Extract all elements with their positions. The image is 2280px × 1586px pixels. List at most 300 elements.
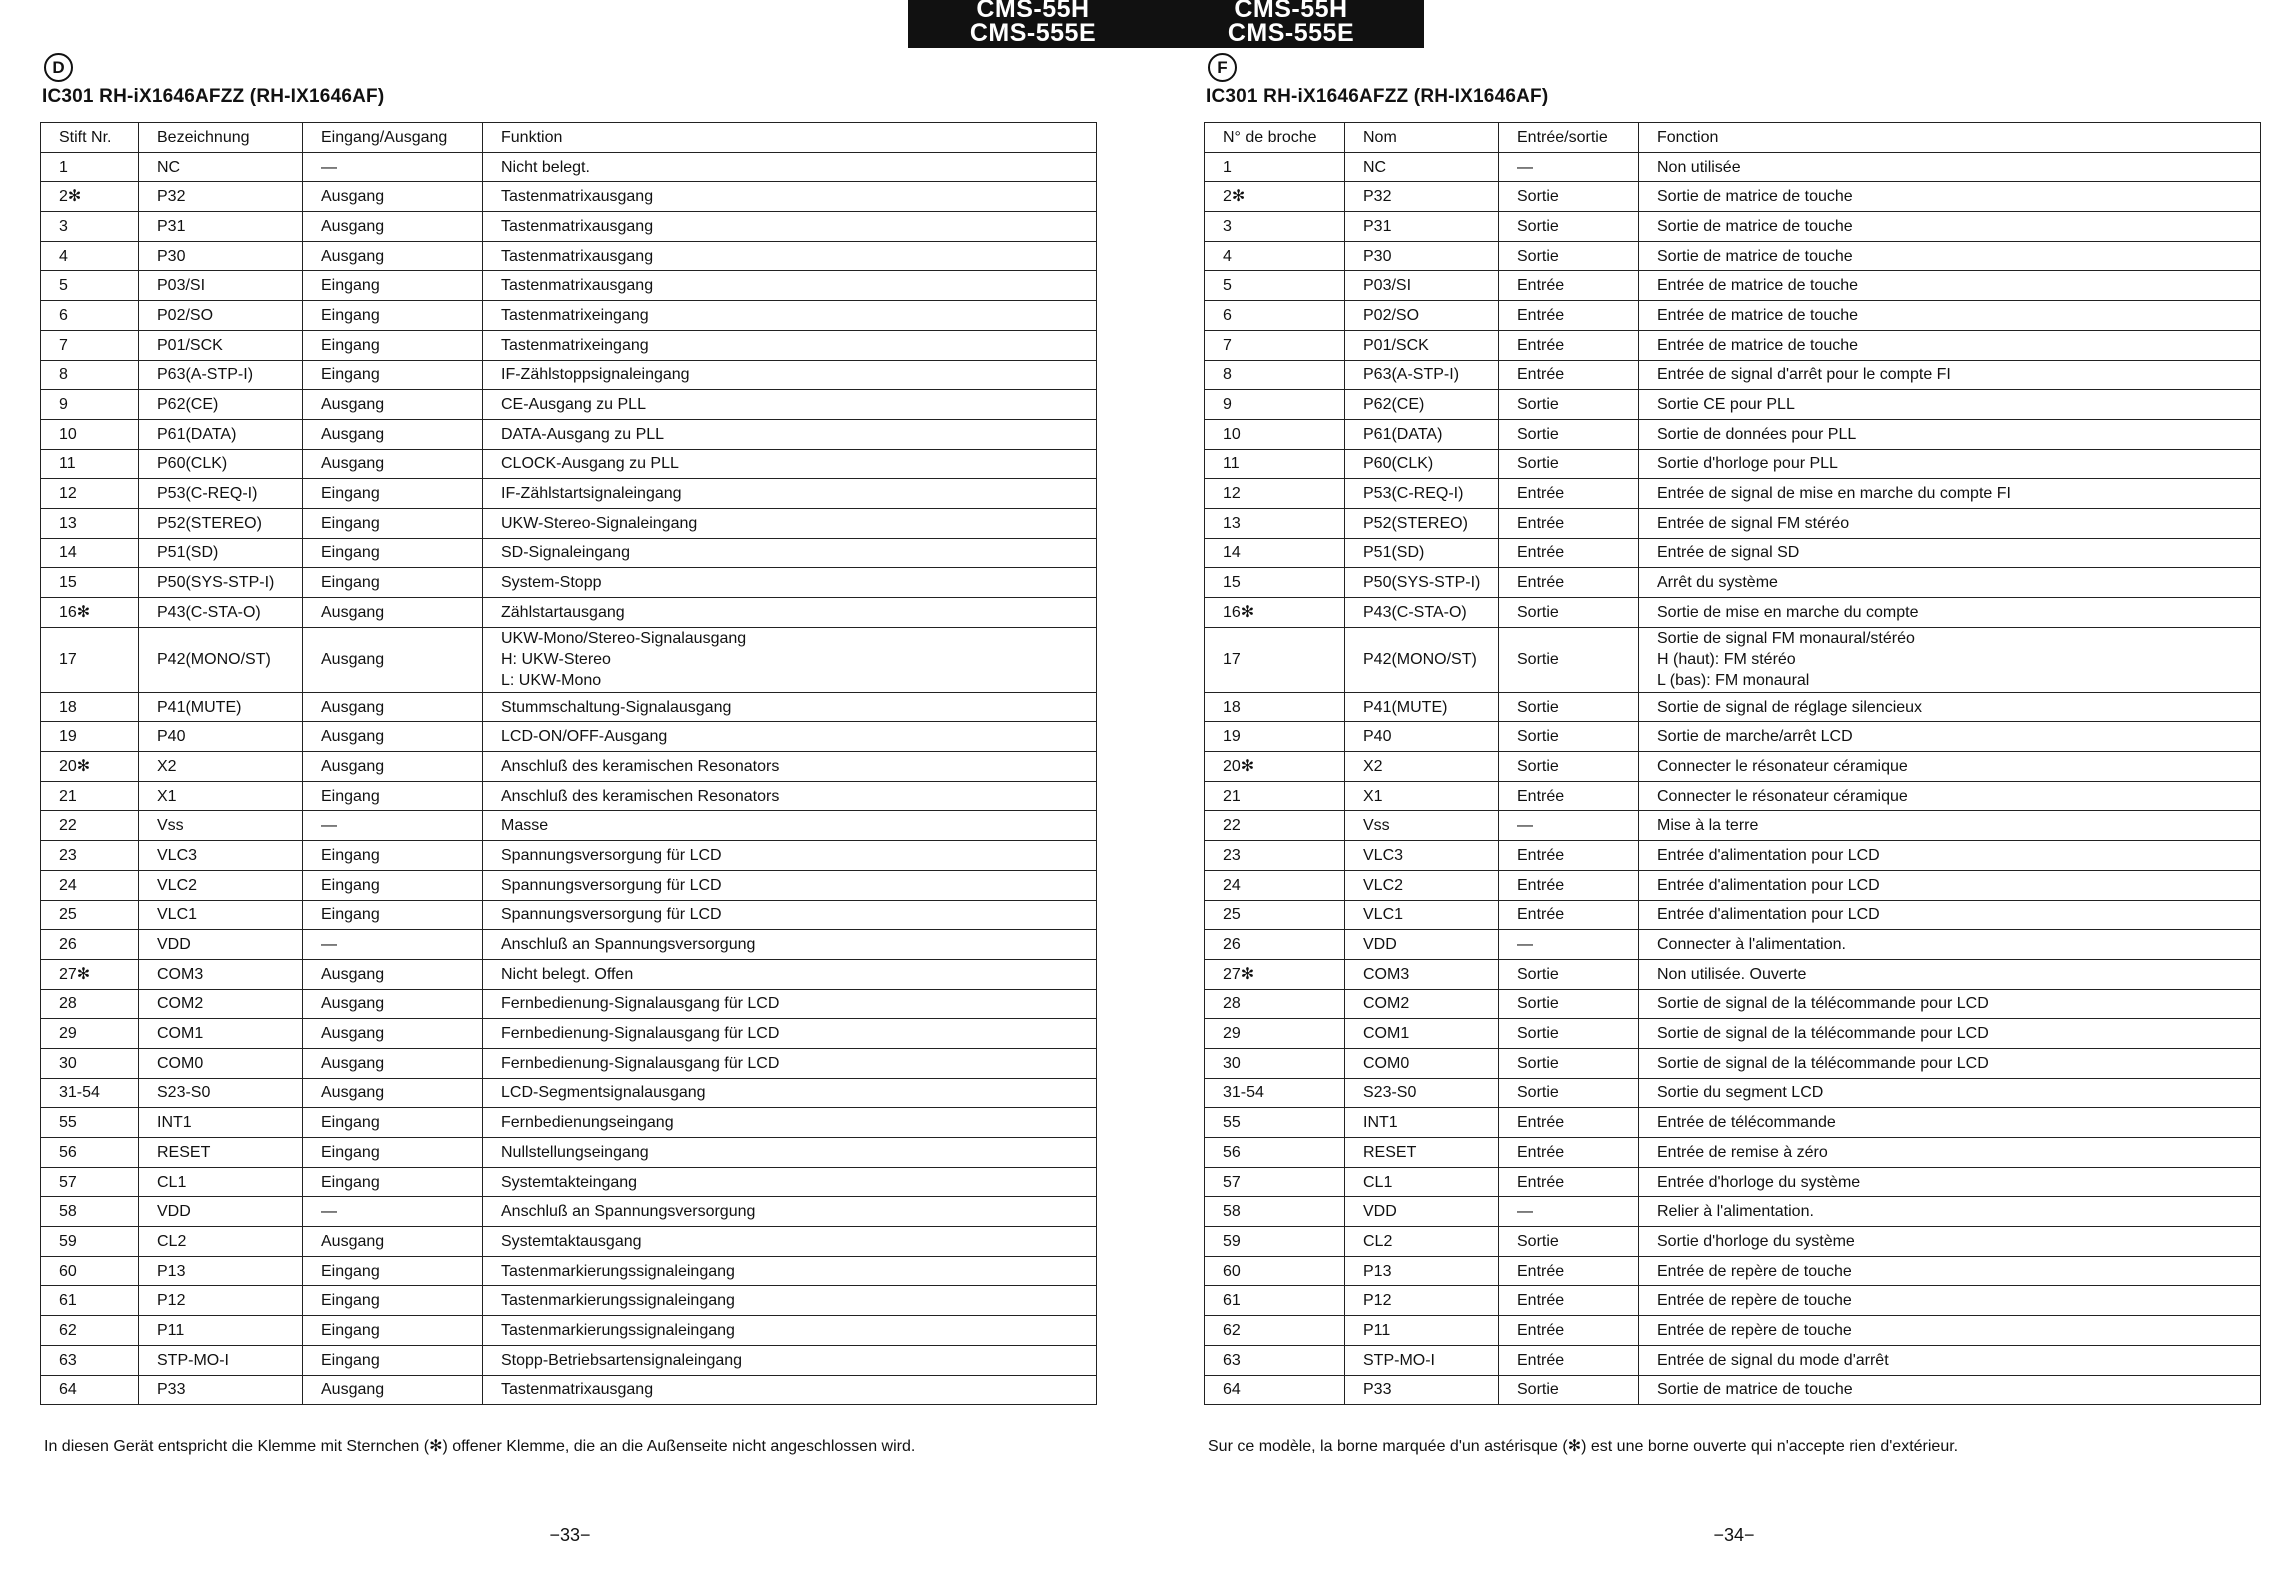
function-cell: Entrée de signal FM stéréo [1639, 508, 2261, 538]
direction-cell: Ausgang [303, 1227, 483, 1257]
table-row [41, 598, 1097, 628]
pin-table [1204, 122, 2261, 1405]
direction-cell: Sortie [1499, 692, 1639, 722]
function-cell: Stopp-Betriebsartensignaleingang [483, 1345, 1097, 1375]
table-row [1205, 1316, 2261, 1346]
direction-cell: Ausgang [303, 959, 483, 989]
direction-cell: Sortie [1499, 598, 1639, 628]
pin-number-cell: 19 [41, 722, 139, 752]
pin-name-cell: P63(A-STP-I) [1345, 360, 1499, 390]
table-row [1205, 722, 2261, 752]
pin-number-cell: 6 [1205, 301, 1345, 331]
pin-name-cell: P11 [1345, 1316, 1499, 1346]
direction-cell: Entrée [1499, 1167, 1639, 1197]
direction-cell: Eingang [303, 479, 483, 509]
pin-name-cell: P11 [139, 1316, 303, 1346]
table-row [1205, 598, 2261, 628]
pin-number-cell: 59 [41, 1227, 139, 1257]
function-cell: Entrée de matrice de touche [1639, 271, 2261, 301]
pin-name-cell: P62(CE) [139, 390, 303, 420]
pin-number-cell: 4 [1205, 241, 1345, 271]
pin-number-cell: 26 [41, 930, 139, 960]
function-cell: Entrée de télécommande [1639, 1108, 2261, 1138]
pin-name-cell: P41(MUTE) [139, 692, 303, 722]
pin-name-cell: COM0 [139, 1048, 303, 1078]
column-header: Entrée/sortie [1499, 123, 1639, 153]
pin-name-cell: STP-MO-I [139, 1345, 303, 1375]
pin-name-cell: P63(A-STP-I) [139, 360, 303, 390]
function-cell: Systemtaktausgang [483, 1227, 1097, 1257]
table-row [1205, 360, 2261, 390]
function-cell: Entrée de matrice de touche [1639, 330, 2261, 360]
function-cell: Connecter le résonateur céramique [1639, 781, 2261, 811]
pin-number-cell: 60 [1205, 1256, 1345, 1286]
direction-cell: Eingang [303, 900, 483, 930]
direction-cell: Eingang [303, 841, 483, 871]
pin-name-cell: X2 [139, 752, 303, 782]
pin-number-cell: 21 [1205, 781, 1345, 811]
function-cell: CLOCK-Ausgang zu PLL [483, 449, 1097, 479]
pin-number-cell: 13 [41, 508, 139, 538]
pin-name-cell: P60(CLK) [1345, 449, 1499, 479]
pin-number-cell: 20✻ [41, 752, 139, 782]
table-row [41, 212, 1097, 242]
table-row [41, 1138, 1097, 1168]
pin-name-cell: COM2 [139, 989, 303, 1019]
pin-number-cell: 58 [41, 1197, 139, 1227]
pin-number-cell: 26 [1205, 930, 1345, 960]
function-cell: Sortie de données pour PLL [1639, 419, 2261, 449]
pin-number-cell: 20✻ [1205, 752, 1345, 782]
pin-number-cell: 24 [1205, 870, 1345, 900]
function-cell: IF-Zählstartsignaleingang [483, 479, 1097, 509]
function-cell: Arrêt du système [1639, 568, 2261, 598]
direction-cell: Sortie [1499, 1048, 1639, 1078]
pin-number-cell: 30 [1205, 1048, 1345, 1078]
pin-number-cell: 13 [1205, 508, 1345, 538]
footnote: In diesen Gerät entspricht die Klemme mit Sternchen (✻) offener Klemme, die an die Außenseite nicht angeschlossen wird. [44, 1438, 916, 1455]
column-header: Bezeichnung [139, 123, 303, 153]
function-cell: Tastenmatrixeingang [483, 301, 1097, 331]
function-cell: Non utilisée. Ouverte [1639, 959, 2261, 989]
table-row [41, 870, 1097, 900]
pin-name-cell: P33 [139, 1375, 303, 1405]
pin-number-cell: 55 [1205, 1108, 1345, 1138]
pin-number-cell: 8 [41, 360, 139, 390]
pin-number-cell: 11 [1205, 449, 1345, 479]
table-row [41, 508, 1097, 538]
function-cell: Spannungsversorgung für LCD [483, 900, 1097, 930]
direction-cell: Entrée [1499, 271, 1639, 301]
table-row [1205, 870, 2261, 900]
pin-number-cell: 17 [1205, 627, 1345, 692]
pin-number-cell: 57 [41, 1167, 139, 1197]
language-badge: F [1208, 53, 1237, 82]
function-cell: Entrée de signal de mise en marche du compte FI [1639, 479, 2261, 509]
column-header: Funktion [483, 123, 1097, 153]
function-cell: Entrée d'alimentation pour LCD [1639, 900, 2261, 930]
pin-name-cell: P42(MONO/ST) [139, 627, 303, 692]
pin-name-cell: CL1 [139, 1167, 303, 1197]
function-cell: Tastenmatrixausgang [483, 212, 1097, 242]
table-row [1205, 781, 2261, 811]
direction-cell: Sortie [1499, 752, 1639, 782]
pin-name-cell: P41(MUTE) [1345, 692, 1499, 722]
table-row [41, 538, 1097, 568]
function-cell: Sortie de mise en marche du compte [1639, 598, 2261, 628]
function-cell: SD-Signaleingang [483, 538, 1097, 568]
pin-number-cell: 19 [1205, 722, 1345, 752]
function-cell: Nullstellungseingang [483, 1138, 1097, 1168]
pin-name-cell: P43(C-STA-O) [1345, 598, 1499, 628]
direction-cell: Sortie [1499, 627, 1639, 692]
pin-name-cell: P13 [139, 1256, 303, 1286]
function-cell: Entrée de matrice de touche [1639, 301, 2261, 331]
pin-name-cell: P50(SYS-STP-I) [1345, 568, 1499, 598]
pin-number-cell: 6 [41, 301, 139, 331]
pin-name-cell: COM3 [139, 959, 303, 989]
pin-number-cell: 27✻ [41, 959, 139, 989]
direction-cell: — [303, 152, 483, 182]
pin-name-cell: NC [1345, 152, 1499, 182]
table-row [1205, 989, 2261, 1019]
function-cell: Tastenmatrixeingang [483, 330, 1097, 360]
function-cell: Tastenmatrixausgang [483, 1375, 1097, 1405]
pin-number-cell: 64 [41, 1375, 139, 1405]
function-cell: Tastenmatrixausgang [483, 271, 1097, 301]
table-row [1205, 152, 2261, 182]
pin-name-cell: S23-S0 [139, 1078, 303, 1108]
pin-name-cell: P62(CE) [1345, 390, 1499, 420]
table-row [1205, 1256, 2261, 1286]
table-row [41, 271, 1097, 301]
pin-number-cell: 29 [41, 1019, 139, 1049]
pin-number-cell: 1 [41, 152, 139, 182]
table-row [41, 1227, 1097, 1257]
direction-cell: Sortie [1499, 241, 1639, 271]
direction-cell: Ausgang [303, 627, 483, 692]
pin-name-cell: P33 [1345, 1375, 1499, 1405]
pin-name-cell: RESET [139, 1138, 303, 1168]
pin-name-cell: P52(STEREO) [139, 508, 303, 538]
pin-name-cell: X1 [139, 781, 303, 811]
direction-cell: Eingang [303, 271, 483, 301]
function-cell: UKW-Stereo-Signaleingang [483, 508, 1097, 538]
model-label-left: CMS-55H CMS-555E [969, 0, 1097, 47]
pin-number-cell: 14 [1205, 538, 1345, 568]
table-row [1205, 1345, 2261, 1375]
table-row [41, 1286, 1097, 1316]
direction-cell: Entrée [1499, 1286, 1639, 1316]
table-row [41, 1108, 1097, 1138]
pin-number-cell: 30 [41, 1048, 139, 1078]
pin-number-cell: 56 [1205, 1138, 1345, 1168]
pin-name-cell: P30 [139, 241, 303, 271]
column-header: Eingang/Ausgang [303, 123, 483, 153]
pin-name-cell: P30 [1345, 241, 1499, 271]
pin-number-cell: 15 [1205, 568, 1345, 598]
function-cell: Relier à l'alimentation. [1639, 1197, 2261, 1227]
pin-number-cell: 9 [1205, 390, 1345, 420]
pin-number-cell: 23 [41, 841, 139, 871]
table-row [1205, 390, 2261, 420]
function-cell: Sortie de marche/arrêt LCD [1639, 722, 2261, 752]
direction-cell: Ausgang [303, 212, 483, 242]
pin-number-cell: 3 [41, 212, 139, 242]
pin-number-cell: 62 [1205, 1316, 1345, 1346]
table-row [1205, 508, 2261, 538]
table-row [1205, 930, 2261, 960]
table-row [1205, 271, 2261, 301]
table-row [41, 627, 1097, 692]
function-cell: Spannungsversorgung für LCD [483, 870, 1097, 900]
direction-cell: Ausgang [303, 692, 483, 722]
pin-number-cell: 18 [1205, 692, 1345, 722]
table-row [1205, 627, 2261, 692]
direction-cell: Entrée [1499, 781, 1639, 811]
pin-name-cell: COM1 [139, 1019, 303, 1049]
table-row [41, 1019, 1097, 1049]
table-row [41, 1345, 1097, 1375]
function-cell: Connecter le résonateur céramique [1639, 752, 2261, 782]
direction-cell: Sortie [1499, 1375, 1639, 1405]
language-badge: D [44, 53, 73, 82]
direction-cell: Eingang [303, 1316, 483, 1346]
table-row [41, 841, 1097, 871]
table-row [1205, 752, 2261, 782]
function-cell: Anschluß an Spannungsversorgung [483, 930, 1097, 960]
page-left [40, 0, 1100, 1586]
table-row [1205, 419, 2261, 449]
direction-cell: Entrée [1499, 1345, 1639, 1375]
table-row [1205, 241, 2261, 271]
function-cell: IF-Zählstoppsignaleingang [483, 360, 1097, 390]
pin-number-cell: 28 [1205, 989, 1345, 1019]
direction-cell: Eingang [303, 1256, 483, 1286]
table-row [41, 692, 1097, 722]
table-row [41, 811, 1097, 841]
direction-cell: Eingang [303, 538, 483, 568]
pin-number-cell: 61 [1205, 1286, 1345, 1316]
pin-number-cell: 24 [41, 870, 139, 900]
pin-number-cell: 31-54 [41, 1078, 139, 1108]
function-cell: Tastenmatrixausgang [483, 182, 1097, 212]
pin-number-cell: 16✻ [1205, 598, 1345, 628]
table-row [41, 330, 1097, 360]
pin-name-cell: P13 [1345, 1256, 1499, 1286]
function-cell: Nicht belegt. [483, 152, 1097, 182]
pin-number-cell: 21 [41, 781, 139, 811]
direction-cell: Entrée [1499, 301, 1639, 331]
pin-number-cell: 62 [41, 1316, 139, 1346]
table-row [1205, 1197, 2261, 1227]
footnote: Sur ce modèle, la borne marquée d'un astérisque (✻) est une borne ouverte qui n'accepte rien d'extérieur. [1208, 1438, 1959, 1455]
direction-cell: Entrée [1499, 538, 1639, 568]
function-cell: Sortie d'horloge du système [1639, 1227, 2261, 1257]
table-row [1205, 900, 2261, 930]
function-cell: Fernbedienung-Signalausgang für LCD [483, 1019, 1097, 1049]
pin-number-cell: 22 [41, 811, 139, 841]
function-cell: Entrée de remise à zéro [1639, 1138, 2261, 1168]
direction-cell: Entrée [1499, 900, 1639, 930]
pin-name-cell: P12 [1345, 1286, 1499, 1316]
pin-number-cell: 23 [1205, 841, 1345, 871]
function-cell: Connecter à l'alimentation. [1639, 930, 2261, 960]
pin-number-cell: 29 [1205, 1019, 1345, 1049]
function-cell: Tastenmarkierungssignaleingang [483, 1316, 1097, 1346]
table-row [1205, 1286, 2261, 1316]
function-cell: Entrée de repère de touche [1639, 1256, 2261, 1286]
pin-name-cell: P50(SYS-STP-I) [139, 568, 303, 598]
table-row [1205, 1375, 2261, 1405]
direction-cell: — [303, 811, 483, 841]
pin-name-cell: VLC1 [139, 900, 303, 930]
pin-name-cell: P43(C-STA-O) [139, 598, 303, 628]
table-row [1205, 301, 2261, 331]
pin-name-cell: CL2 [1345, 1227, 1499, 1257]
table-row [1205, 1227, 2261, 1257]
pin-number-cell: 2✻ [1205, 182, 1345, 212]
pin-name-cell: P53(C-REQ-I) [1345, 479, 1499, 509]
direction-cell: Sortie [1499, 182, 1639, 212]
pin-number-cell: 25 [1205, 900, 1345, 930]
table-row [1205, 479, 2261, 509]
direction-cell: Eingang [303, 301, 483, 331]
function-cell: Fernbedienung-Signalausgang für LCD [483, 989, 1097, 1019]
pin-name-cell: P51(SD) [139, 538, 303, 568]
table-row [1205, 1138, 2261, 1168]
function-cell: Fernbedienungseingang [483, 1108, 1097, 1138]
pin-name-cell: S23-S0 [1345, 1078, 1499, 1108]
direction-cell: Sortie [1499, 212, 1639, 242]
pin-number-cell: 59 [1205, 1227, 1345, 1257]
pin-name-cell: P32 [1345, 182, 1499, 212]
direction-cell: Eingang [303, 330, 483, 360]
pin-number-cell: 11 [41, 449, 139, 479]
direction-cell: Eingang [303, 870, 483, 900]
table-row [41, 781, 1097, 811]
direction-cell: Entrée [1499, 568, 1639, 598]
table-row [41, 152, 1097, 182]
table-row [41, 390, 1097, 420]
pin-number-cell: 25 [41, 900, 139, 930]
ic-title: IC301 RH-iX1646AFZZ (RH-IX1646AF) [1206, 86, 1549, 107]
pin-name-cell: P53(C-REQ-I) [139, 479, 303, 509]
pin-number-cell: 10 [41, 419, 139, 449]
pin-name-cell: VDD [139, 930, 303, 960]
direction-cell: Eingang [303, 1138, 483, 1168]
direction-cell: Ausgang [303, 1078, 483, 1108]
pin-name-cell: X2 [1345, 752, 1499, 782]
direction-cell: Ausgang [303, 182, 483, 212]
pin-name-cell: VDD [1345, 1197, 1499, 1227]
direction-cell: Eingang [303, 568, 483, 598]
pin-name-cell: P31 [139, 212, 303, 242]
function-cell: Anschluß des keramischen Resonators [483, 781, 1097, 811]
table-row [1205, 1019, 2261, 1049]
pin-name-cell: COM0 [1345, 1048, 1499, 1078]
pin-number-cell: 57 [1205, 1167, 1345, 1197]
function-cell: Spannungsversorgung für LCD [483, 841, 1097, 871]
table-row [1205, 692, 2261, 722]
pin-number-cell: 7 [41, 330, 139, 360]
direction-cell: Eingang [303, 781, 483, 811]
page-number: −34− [1713, 1525, 1755, 1545]
pin-number-cell: 4 [41, 241, 139, 271]
pin-name-cell: STP-MO-I [1345, 1345, 1499, 1375]
function-cell: Sortie de signal de réglage silencieux [1639, 692, 2261, 722]
direction-cell: Entrée [1499, 841, 1639, 871]
pin-name-cell: VLC2 [139, 870, 303, 900]
function-cell: Sortie de matrice de touche [1639, 241, 2261, 271]
pin-name-cell: CL1 [1345, 1167, 1499, 1197]
pin-table-body [41, 152, 1097, 1405]
pin-name-cell: P40 [139, 722, 303, 752]
function-cell: Tastenmarkierungssignaleingang [483, 1256, 1097, 1286]
direction-cell: — [1499, 1197, 1639, 1227]
table-row [41, 479, 1097, 509]
function-cell: Zählstartausgang [483, 598, 1097, 628]
pin-name-cell: P03/SI [139, 271, 303, 301]
pin-number-cell: 12 [1205, 479, 1345, 509]
pin-number-cell: 58 [1205, 1197, 1345, 1227]
function-cell: Anschluß des keramischen Resonators [483, 752, 1097, 782]
direction-cell: Eingang [303, 360, 483, 390]
function-cell: Sortie du segment LCD [1639, 1078, 2261, 1108]
pin-name-cell: Vss [1345, 811, 1499, 841]
direction-cell: Entrée [1499, 1138, 1639, 1168]
table-row [41, 722, 1097, 752]
pin-name-cell: INT1 [1345, 1108, 1499, 1138]
function-cell: CE-Ausgang zu PLL [483, 390, 1097, 420]
direction-cell: — [1499, 811, 1639, 841]
direction-cell: Eingang [303, 1167, 483, 1197]
table-row [41, 419, 1097, 449]
column-header: Stift Nr. [41, 123, 139, 153]
table-row [1205, 1048, 2261, 1078]
direction-cell: Ausgang [303, 598, 483, 628]
pin-name-cell: P31 [1345, 212, 1499, 242]
pin-number-cell: 16✻ [41, 598, 139, 628]
direction-cell: Eingang [303, 1345, 483, 1375]
table-row [41, 1256, 1097, 1286]
direction-cell: Entrée [1499, 360, 1639, 390]
direction-cell: Sortie [1499, 722, 1639, 752]
pin-name-cell: X1 [1345, 781, 1499, 811]
table-row [41, 1167, 1097, 1197]
pin-name-cell: P03/SI [1345, 271, 1499, 301]
pin-name-cell: P12 [139, 1286, 303, 1316]
pin-name-cell: CL2 [139, 1227, 303, 1257]
pin-name-cell: VLC2 [1345, 870, 1499, 900]
table-row [41, 930, 1097, 960]
table-row [1205, 330, 2261, 360]
direction-cell: Eingang [303, 508, 483, 538]
table-row [1205, 568, 2261, 598]
table-row [41, 1078, 1097, 1108]
direction-cell: Sortie [1499, 1078, 1639, 1108]
function-cell: Sortie de signal de la télécommande pour LCD [1639, 1019, 2261, 1049]
direction-cell: — [1499, 930, 1639, 960]
table-row [41, 900, 1097, 930]
pin-number-cell: 8 [1205, 360, 1345, 390]
pin-number-cell: 5 [41, 271, 139, 301]
direction-cell: Sortie [1499, 390, 1639, 420]
pin-name-cell: P02/SO [139, 301, 303, 331]
direction-cell: Sortie [1499, 959, 1639, 989]
pin-number-cell: 18 [41, 692, 139, 722]
pin-number-cell: 12 [41, 479, 139, 509]
